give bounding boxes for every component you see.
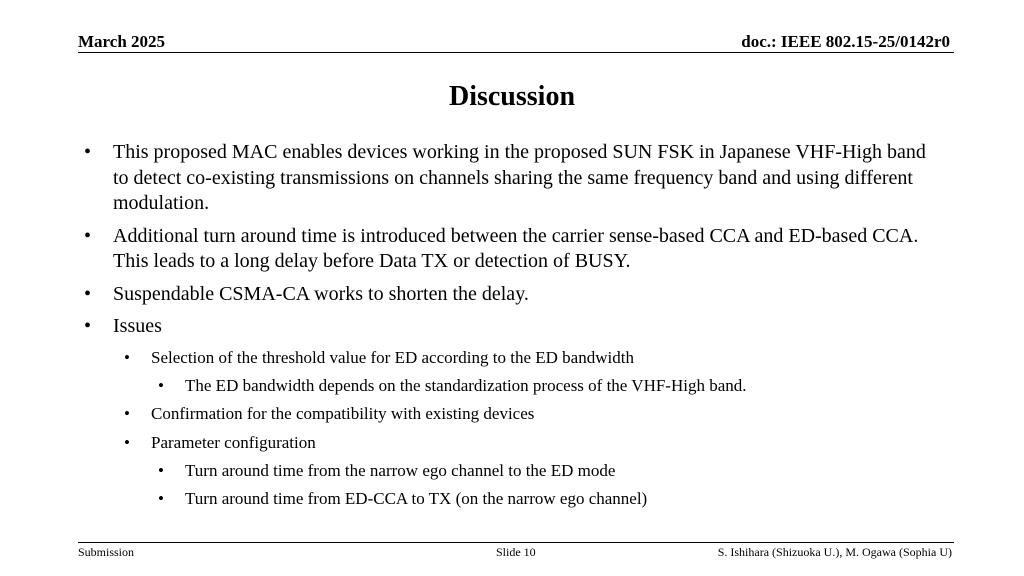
bullet-text: The ED bandwidth depends on the standardization process of the VHF-High band. (185, 375, 747, 395)
footer-authors: S. Ishihara (Shizuoka U.), M. Ogawa (Sophia U) (717, 545, 952, 559)
bullet-item (84, 224, 944, 275)
bullet-text: This proposed MAC enables devices working in the proposed SUN FSK in Japanese VHF-High band to detect co-existing transmissions on channels sharing the same frequency band and using different modulation. (113, 141, 926, 214)
sub-bullet-item (84, 432, 944, 454)
sub-sub-bullet-item (84, 488, 944, 510)
bullet-icon: • (124, 404, 130, 424)
header-date: March 2025 (78, 32, 166, 51)
slide-bullet-list (84, 140, 944, 517)
bullet-icon: • (84, 282, 92, 305)
bullet-item (84, 282, 944, 308)
bullet-text: Parameter configuration (151, 432, 316, 452)
sub-sub-bullet-item (84, 375, 944, 397)
bullet-icon: • (158, 375, 164, 395)
sub-sub-bullet-item (84, 460, 944, 482)
bullet-icon: • (158, 489, 164, 509)
bullet-icon: • (124, 432, 130, 452)
bullet-icon: • (84, 224, 92, 247)
bullet-icon: • (84, 141, 92, 163)
sub-bullet-item (84, 347, 944, 369)
bullet-text: Confirmation for the compatibility with existing devices (151, 404, 535, 424)
bullet-item (84, 140, 944, 217)
footer-submission: Submission (78, 545, 135, 559)
footer-divider (78, 542, 954, 543)
bullet-icon: • (84, 315, 92, 337)
bullet-icon: • (124, 347, 130, 367)
footer-slide-number: Slide 10 (496, 545, 536, 559)
sub-bullet-item (84, 403, 944, 425)
bullet-text: Turn around time from the narrow ego channel to the ED mode (185, 461, 616, 481)
bullet-icon: • (158, 461, 164, 481)
header-divider (78, 52, 954, 53)
header-doc-id: doc.: IEEE 802.15-25/0142r0 (741, 32, 950, 51)
slide-title: Discussion (448, 81, 576, 112)
bullet-text: Additional turn around time is introduced between the carrier sense-based CCA and ED-based CCA. This leads to a long delay before Data TX or detection of BUSY. (113, 224, 919, 272)
bullet-text: Turn around time from ED-CCA to TX (on the narrow ego channel) (185, 489, 648, 509)
bullet-text: Suspendable CSMA-CA works to shorten the delay. (113, 282, 529, 305)
bullet-item (84, 314, 944, 340)
bullet-text: Issues (113, 315, 162, 337)
bullet-text: Selection of the threshold value for ED according to the ED bandwidth (151, 347, 634, 367)
